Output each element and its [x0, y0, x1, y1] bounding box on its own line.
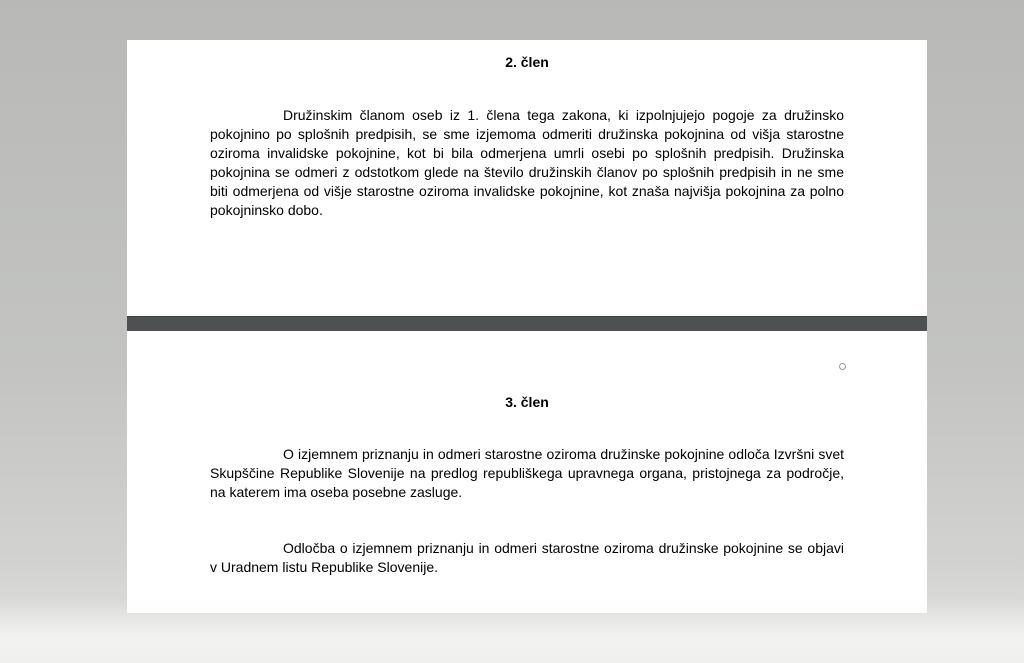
article-3-paragraph-1: O izjemnem priznanju in odmeri starostne oziroma družinske pokojnine odloča Izvršni svet Skupščine Republike Slovenije na predlog republiškega upravnega organa, pristojnega za področje, na katerem ima oseba posebne zasluge.	[210, 446, 844, 500]
article-3-heading: 3. člen	[505, 394, 549, 410]
document-page-2	[127, 331, 927, 613]
article-3-paragraph-2: Odločba o izjemnem priznanju in odmeri starostne oziroma družinske pokojnine se objavi v Uradnem listu Republike Slovenije.	[210, 540, 844, 575]
document-page-1	[127, 40, 927, 316]
page-separator	[127, 316, 927, 331]
article-2-paragraph: Družinskim članom oseb iz 1. člena tega zakona, ki izpolnjujejo pogoje za družinsko pokojnino po splošnih predpisih, se sme izjemoma odmeriti družinska pokojnina od višja starostne oziroma invalidske pokojnine, kot bi bila odmerjena umrli osebi po splošnih predpisih. Družinska pokojnina se odmeri z odstotkom glede na število družinskih članov po splošnih predpisih in ne sme biti odmerjena od višje starostne oziroma invalidske pokojnine, kot znaša najvišja pokojnina za polno pokojninsko dobo.	[210, 107, 844, 218]
article-2-heading: 2. člen	[505, 54, 549, 70]
page-marker-circle	[839, 363, 846, 370]
